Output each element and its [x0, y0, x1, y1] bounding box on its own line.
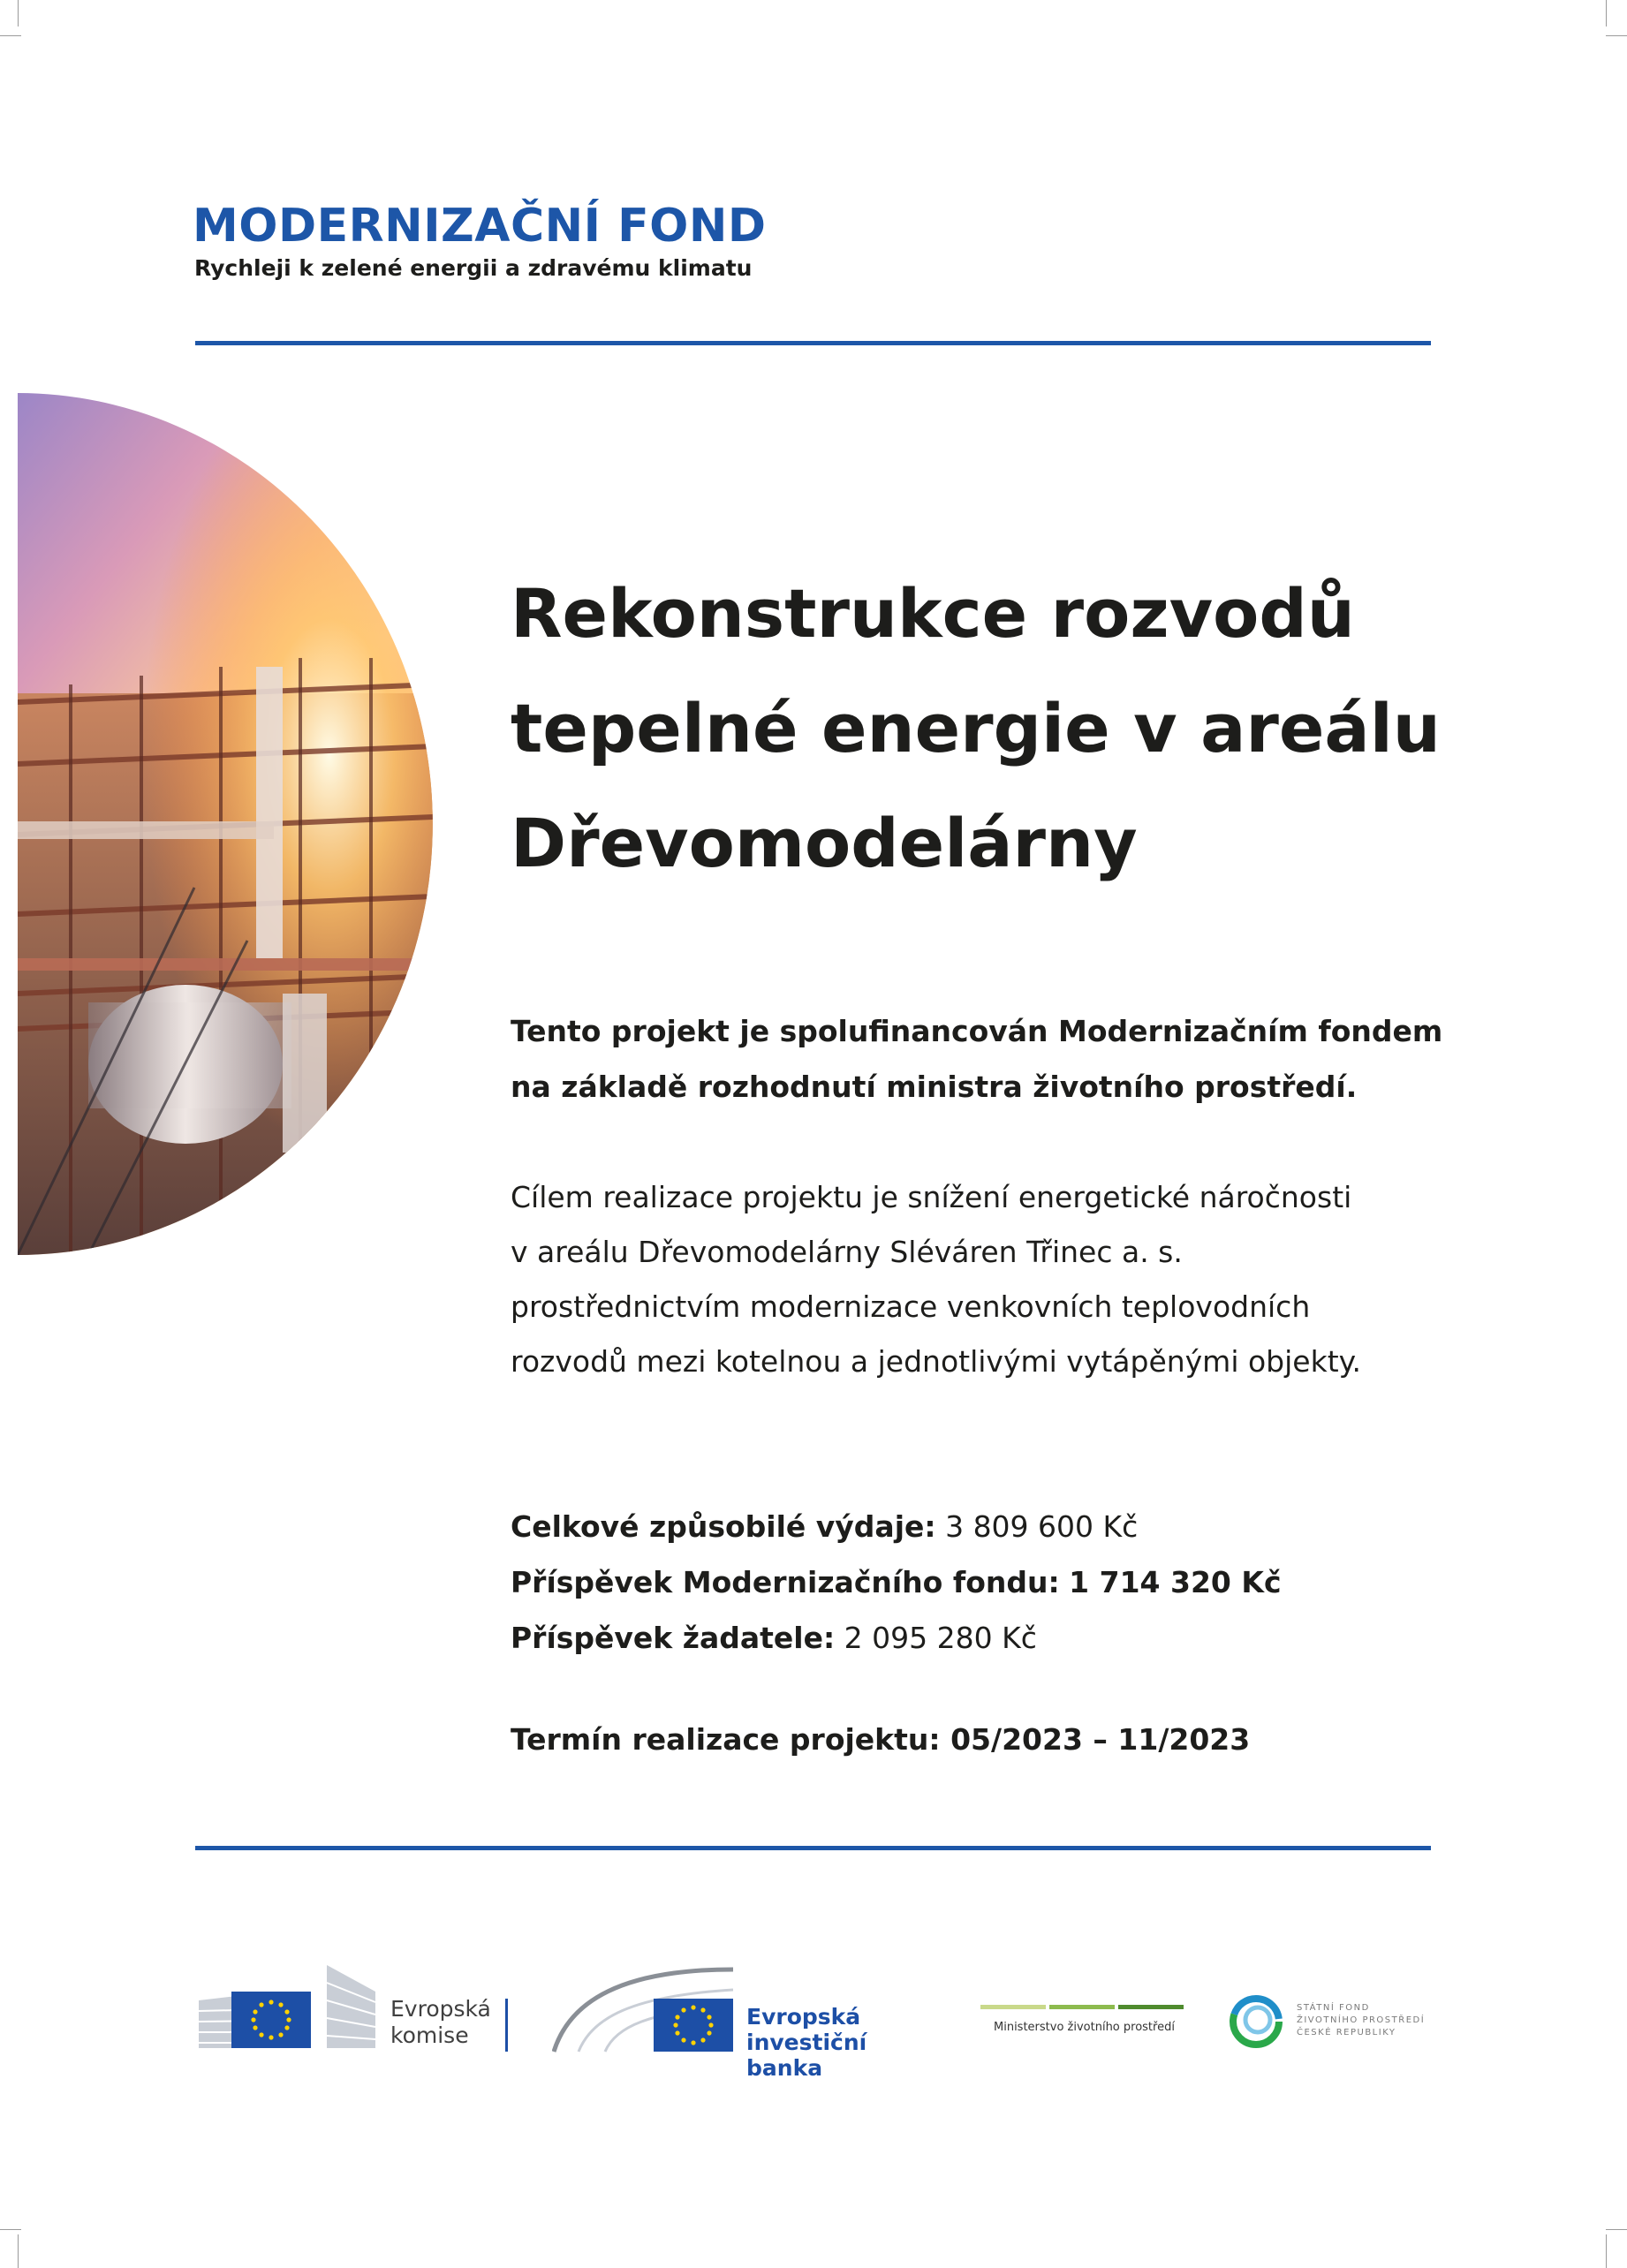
mzp-logo [980, 2005, 1184, 2049]
project-term [511, 1722, 1250, 1757]
funding-statement-line: na základě rozhodnutí ministra životního prostředí. [511, 1070, 1358, 1104]
crop-mark [18, 0, 19, 26]
project-term-label: Termín realizace projektu: [511, 1722, 941, 1757]
eligible-costs-label: Celkové způsobilé výdaje: [511, 1509, 936, 1544]
crop-mark [0, 2229, 21, 2230]
fund-contribution-row [511, 1554, 1282, 1610]
ec-building-icon [194, 1956, 384, 2053]
project-description [511, 1170, 1361, 1389]
project-title-line: tepelné energie v areálu [511, 689, 1441, 767]
description-line: Cílem realizace projektu je snížení energetické náročnosti [511, 1180, 1352, 1214]
crop-mark [1606, 0, 1607, 26]
mzp-stripe [1118, 2005, 1184, 2009]
applicant-contribution-row [511, 1610, 1282, 1666]
applicant-contribution-value: 2 095 280 Kč [844, 1621, 1037, 1655]
industrial-plant-photo [18, 393, 433, 1255]
crop-mark [18, 2234, 19, 2268]
description-line: prostřednictvím modernizace venkovních teplovodních [511, 1289, 1311, 1324]
financing-block [511, 1499, 1282, 1666]
ec-logo-text: komise [390, 2022, 469, 2048]
eib-arc-icon [552, 1965, 738, 2053]
description-line: v areálu Dřevomodelárny Sléváren Třinec a. s. [511, 1235, 1183, 1269]
project-title [511, 556, 1500, 901]
bottom-divider [195, 1846, 1431, 1850]
mzp-stripe [980, 2005, 1046, 2009]
eligible-costs-value: 3 809 600 Kč [945, 1509, 1139, 1544]
sfzp-ring-icon [1228, 1993, 1284, 2050]
crop-mark [0, 35, 21, 36]
project-title-line: Rekonstrukce rozvodů [511, 574, 1355, 653]
crop-mark [1606, 35, 1627, 36]
crop-mark [1606, 2234, 1607, 2268]
mzp-logo-text: Ministerstvo životního prostředí [994, 2021, 1175, 2034]
applicant-contribution-label: Příspěvek žadatele: [511, 1621, 836, 1655]
ec-logo [194, 1956, 512, 2053]
ec-logo-text: Evropská [390, 1996, 491, 2022]
fund-contribution-label: Příspěvek Modernizačního fondu: [511, 1565, 1060, 1599]
sfzp-logo-text: STÁTNÍ FOND [1297, 2003, 1370, 2013]
top-divider [195, 341, 1431, 345]
sfzp-logo-text: ŽIVOTNÍHO PROSTŘEDÍ [1297, 2015, 1426, 2025]
sfzp-logo-text: ČESKÉ REPUBLIKY [1297, 2028, 1396, 2037]
description-line: rozvodů mezi kotelnou a jednotlivými vytápěnými objekty. [511, 1344, 1361, 1379]
eib-logo [552, 1965, 941, 2081]
project-term-value: 05/2023 – 11/2023 [950, 1722, 1251, 1757]
sfzp-logo [1228, 1992, 1440, 2053]
brand-subtitle: Rychleji k zelené energii a zdravému klimatu [194, 255, 753, 281]
project-title-line: Dřevomodelárny [511, 804, 1138, 882]
eib-logo-text: Evropská [746, 2004, 861, 2030]
funding-statement-line: Tento projekt je spolufinancován Modernizačním fondem [511, 1014, 1443, 1048]
brand-title: MODERNIZAČNÍ FOND [193, 200, 767, 253]
ec-logo-divider [505, 1999, 508, 2052]
funding-statement [511, 1003, 1442, 1115]
eligible-costs-row [511, 1499, 1282, 1554]
eib-logo-text: investiční banka [746, 2030, 867, 2081]
fund-contribution-value: 1 714 320 Kč [1069, 1565, 1282, 1599]
crop-mark [1606, 2229, 1627, 2230]
mzp-stripe [1049, 2005, 1115, 2009]
